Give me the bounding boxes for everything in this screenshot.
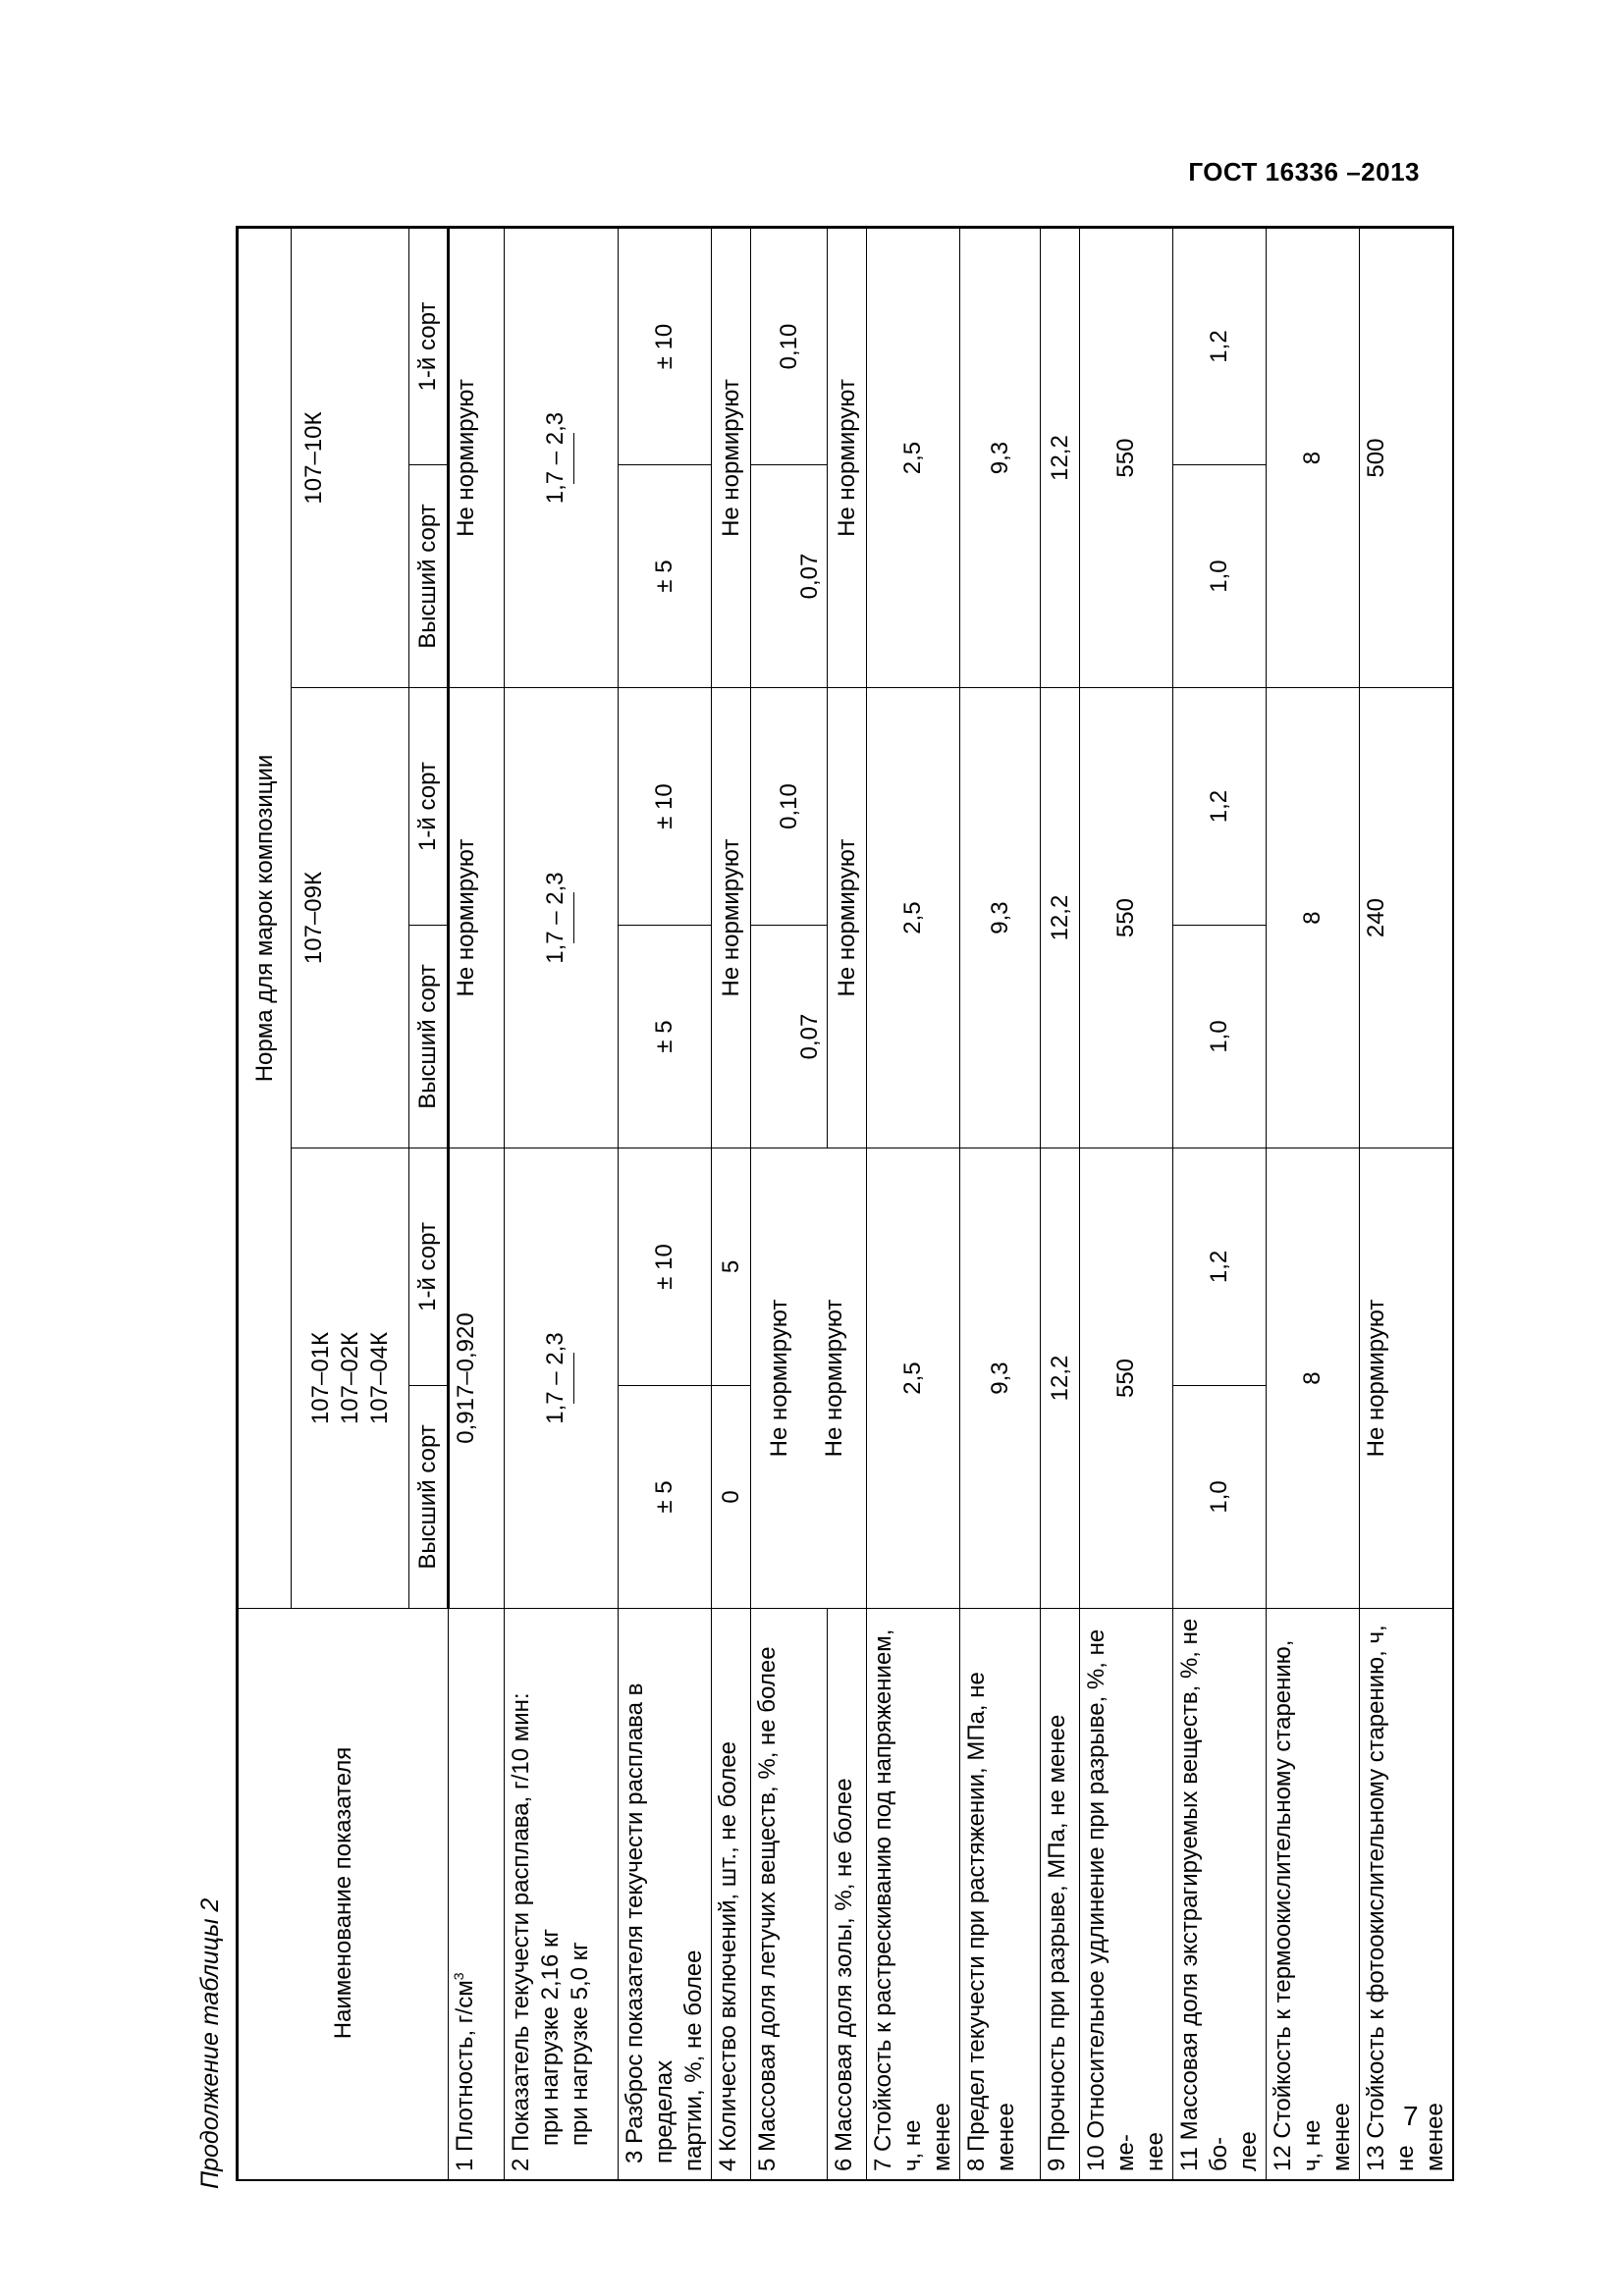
row-10-name: 10 Относительное удлинение при разрыве, %, не ме- нее — [1080, 1608, 1173, 2180]
table-row — [1267, 228, 1360, 2181]
row-9-g1: 12,2 — [1041, 1148, 1080, 1609]
row-4-g2: Не нормируют — [712, 688, 751, 1148]
row-2-name: 2 Показатель текучести расплава, г/10 мин: при нагрузке 2,16 кг при нагрузке 5,0 кг — [505, 1608, 619, 2180]
row-1-name: 1 Плотность, $г/см^3$ — [449, 1608, 505, 2180]
row-4-g3: Не нормируют — [712, 228, 751, 688]
table-row — [449, 228, 505, 2181]
row-11-g1-hs: 1,0 — [1173, 1385, 1267, 1608]
table-row — [619, 228, 712, 2181]
table-row — [1080, 228, 1173, 2181]
row-4-g1-hs: 0 — [712, 1385, 751, 1608]
table-row — [751, 228, 828, 2181]
page-number: 7 — [1403, 2101, 1419, 2131]
col-name-header: Наименование показателя — [238, 1608, 449, 2180]
row-5-g2-hs: 0,07 — [751, 925, 828, 1148]
row-7-g3: 2,5 — [867, 228, 960, 688]
row-12-g2: 8 — [1267, 688, 1360, 1148]
group-header-2: 107–09К — [292, 688, 409, 1148]
row-3-g1-hs: ± 5 — [619, 1385, 712, 1608]
row-7-name: 7 Стойкость к растрескиванию под напряжением, ч, не менее — [867, 1608, 960, 2180]
row-3-g2-fs: ± 10 — [619, 688, 712, 926]
row-1-g2: Не нормируют — [449, 688, 505, 1148]
row-4-name: 4 Количество включений, шт., не более — [712, 1608, 751, 2180]
header-row-1 — [238, 228, 292, 2181]
document-code: ГОСТ 16336 –2013 — [1188, 157, 1420, 187]
row-5-6-g1: Не нормируют Не нормируют — [751, 1148, 867, 1609]
row-3-g3-hs: ± 5 — [619, 464, 712, 687]
row-9-name: 9 Прочность при разрыве, МПа, не менее — [1041, 1608, 1080, 2180]
table-row — [505, 228, 619, 2181]
row-5-g3-fs: 0,10 — [751, 228, 828, 465]
grade-high-2: Высший сорт — [409, 925, 449, 1148]
row-6-g3: Не нормируют — [828, 228, 867, 688]
row-11-g2-fs: 1,2 — [1173, 688, 1267, 926]
table-caption: Продолжение таблицы 2 — [196, 1897, 224, 2189]
row-7-g2: 2,5 — [867, 688, 960, 1148]
row-5-g3-hs: 0,07 — [751, 464, 828, 687]
row-1-g1: 0,917–0,920 — [449, 1148, 505, 1609]
row-4-g1-fs: 5 — [712, 1148, 751, 1386]
table-row — [1360, 228, 1454, 2181]
row-12-name: 12 Стойкость к термоокислительному старению, ч, не менее — [1267, 1608, 1360, 2180]
group-header-1 — [292, 1148, 409, 1609]
row-10-g2: 550 — [1080, 688, 1173, 1148]
row-3-g3-fs: ± 10 — [619, 228, 712, 465]
row-12-g1: 8 — [1267, 1148, 1360, 1609]
row-6-name: 6 Массовая доля золы, %, не более — [828, 1608, 867, 2180]
row-8-name: 8 Предел текучести при растяжении, МПа, не менее — [960, 1608, 1041, 2180]
row-11-g3-fs: 1,2 — [1173, 228, 1267, 465]
row-11-g3-hs: 1,0 — [1173, 464, 1267, 687]
row-2-g2: 1,7 – 2,3 — [505, 688, 619, 1148]
row-13-name: 13 Стойкость к фотоокислительному старению, ч, не менее — [1360, 1608, 1454, 2180]
row-9-g2: 12,2 — [1041, 688, 1080, 1148]
grade-high-1: Высший сорт — [409, 1385, 449, 1608]
row-3-g1-fs: ± 10 — [619, 1148, 712, 1386]
norm-header: Норма для марок композиции — [238, 228, 292, 1609]
grade-first-2: 1-й сорт — [409, 688, 449, 926]
row-11-name: 11 Массовая доля экстрагируемых веществ, %, не бо- лее — [1173, 1608, 1267, 2180]
table-row — [1173, 228, 1267, 2181]
row-6-g2: Не нормируют — [828, 688, 867, 1148]
row-13-g1: Не нормируют — [1360, 1148, 1454, 1609]
table-row — [867, 228, 960, 2181]
row-5-name: 5 Массовая доля летучих веществ, %, не более — [751, 1608, 828, 2180]
table-row — [712, 228, 751, 2181]
row-13-g2: 240 — [1360, 688, 1454, 1148]
row-10-g3: 550 — [1080, 228, 1173, 688]
row-1-g3: Не нормируют — [449, 228, 505, 688]
group-1-line-3: 107–04К — [365, 1331, 393, 1425]
row-8-g2: 9,3 — [960, 688, 1041, 1148]
row-8-g3: 9,3 — [960, 228, 1041, 688]
row-12-g3: 8 — [1267, 228, 1360, 688]
grade-first-1: 1-й сорт — [409, 1148, 449, 1386]
group-header-3: 107–10К — [292, 228, 409, 688]
grade-first-3: 1-й сорт — [409, 228, 449, 465]
norms-table — [236, 226, 1454, 2181]
row-3-g2-hs: ± 5 — [619, 925, 712, 1148]
row-10-g1: 550 — [1080, 1148, 1173, 1609]
row-8-g1: 9,3 — [960, 1148, 1041, 1609]
row-7-g1: 2,5 — [867, 1148, 960, 1609]
row-11-g2-hs: 1,0 — [1173, 925, 1267, 1148]
rotated-table-page — [196, 216, 1448, 2189]
row-13-g3: 500 — [1360, 228, 1454, 688]
row-2-g1: 1,7 – 2,3 — [505, 1148, 619, 1609]
group-1-line-1: 107–01К — [306, 1331, 334, 1425]
row-2-g3: 1,7 – 2,3 — [505, 228, 619, 688]
row-5-g2-fs: 0,10 — [751, 688, 828, 926]
grade-high-3: Высший сорт — [409, 464, 449, 687]
table-row — [960, 228, 1041, 2181]
table-row — [1041, 228, 1080, 2181]
row-11-g1-fs: 1,2 — [1173, 1148, 1267, 1386]
row-9-g3: 12,2 — [1041, 228, 1080, 688]
group-1-line-2: 107–02К — [336, 1331, 363, 1425]
row-3-name: 3 Разброс показателя текучести расплава в пределах партии, %, не более — [619, 1608, 712, 2180]
